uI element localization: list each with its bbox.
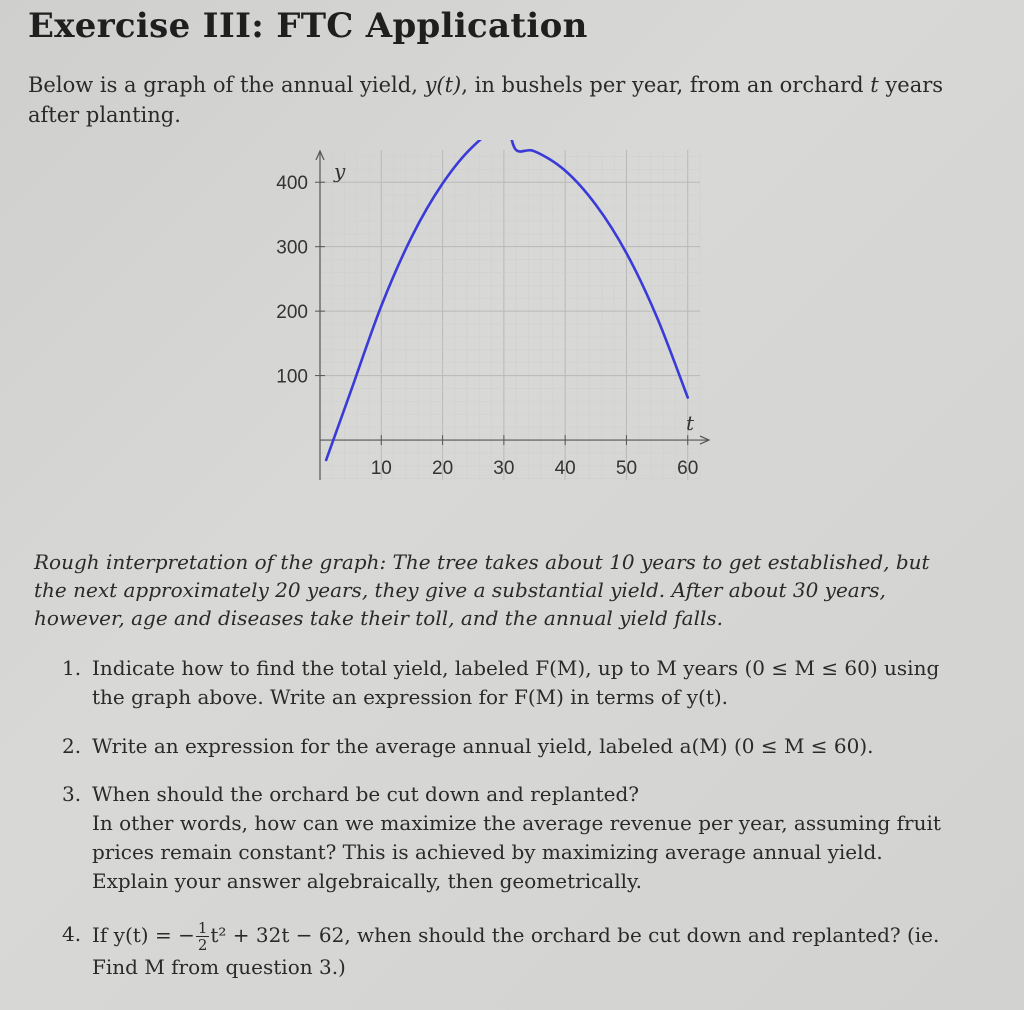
fraction-numerator: 1 [197,919,208,937]
y-tick-label: 300 [276,237,308,259]
x-tick-label: 40 [554,458,576,480]
interpretation-text: Rough interpretation of the graph: The tree takes about 10 years to get established, but the next approximately 20 years, they give a substantial yield. After about 30 years, however, age and diseases take their toll, and the annual yield falls. [34,550,930,630]
graph-interpretation [34,548,954,632]
yield-curve [326,140,688,460]
question-4-number: 4. [62,922,82,946]
y-tick-label: 400 [276,173,308,195]
yield-chart [250,140,720,530]
y-tick-label: 100 [276,366,308,388]
intro-text-3: years after planting. [28,73,944,127]
fraction-denominator: 2 [197,936,208,954]
question-3-line1: When should the orchard be cut down and replanted? [92,782,640,806]
x-axis-label: t [686,411,695,436]
question-4-post: t² + 32t − 62, when should the orchard be cut down and replanted? (ie. Find M from question 3.) [92,923,940,979]
intro-text-2: , in bushels per year, from an orchard [461,73,871,97]
x-tick-label: 10 [370,458,392,480]
intro-text-1: Below is a graph of the annual yield, [28,73,425,97]
question-2-number: 2. [62,734,82,758]
question-3-number: 3. [62,782,82,806]
question-4-pre: If y(t) = − [92,923,195,947]
intro-paragraph [28,70,958,130]
x-tick-label: 50 [615,458,638,480]
intro-y-of-t: y(t) [424,73,462,97]
y-tick-label: 200 [276,302,308,324]
x-tick-label: 60 [677,458,699,480]
intro-t-var: t [870,73,879,97]
question-4-body [92,920,942,982]
question-4-fraction [196,920,210,953]
x-tick-label: 30 [493,458,515,480]
page-title: Exercise III: FTC Application [28,6,588,46]
question-1-number: 1. [62,656,82,680]
question-1-text: Indicate how to find the total yield, labeled F(M), up to M years (0 ≤ M ≤ 60) using the graph above. Write an expression for F(M) in terms of y(t). [92,656,940,709]
question-3-line2: In other words, how can we maximize the average revenue per year, assuming fruit prices remain constant? This is achieved by maximizing average annual yield. Explain your answer algebraically, then geometrically. [92,811,941,893]
question-2-text: Write an expression for the average annual yield, labeled a(M) (0 ≤ M ≤ 60). [92,734,874,758]
y-axis-label: y [334,159,346,183]
x-tick-label: 20 [432,458,454,480]
question-3-body [92,780,942,896]
